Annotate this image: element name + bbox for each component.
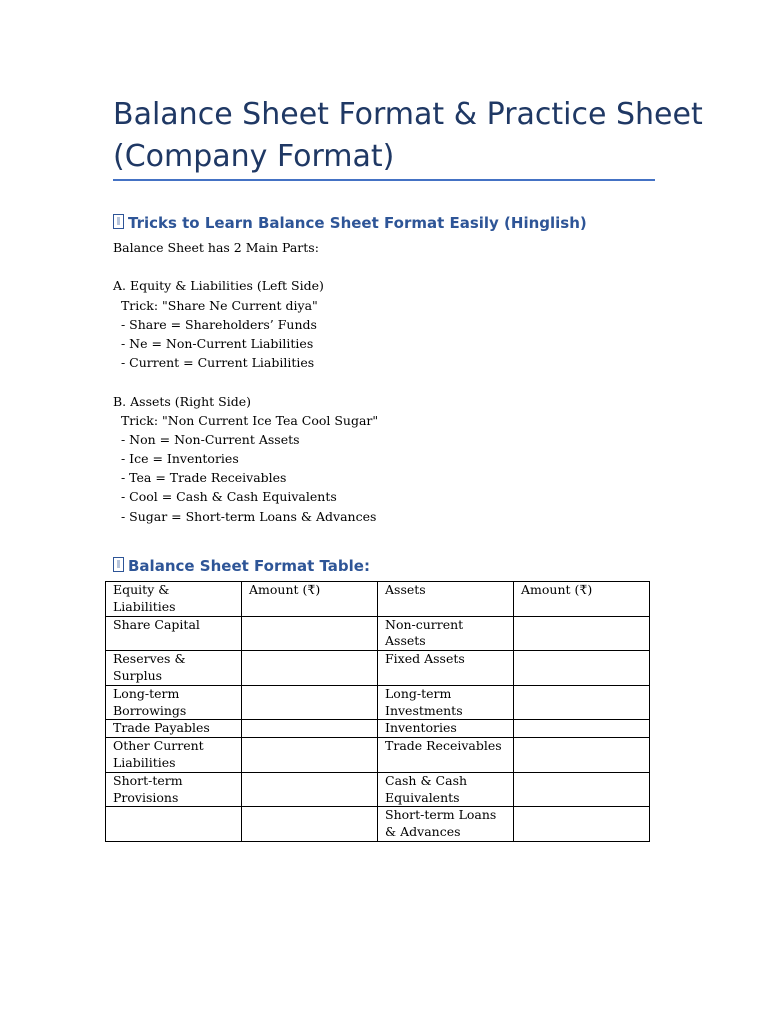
asset-cell: Non-current Assets — [378, 616, 514, 651]
header-amount-left: Amount (₹) — [242, 582, 378, 617]
table-row — [106, 738, 650, 773]
header-amount-right: Amount (₹) — [514, 582, 650, 617]
liability-amount-cell — [242, 616, 378, 651]
liability-cell — [106, 807, 242, 842]
part-b-title: B. Assets (Right Side) — [113, 393, 251, 409]
part-b-item — [113, 449, 653, 468]
asset-cell: Fixed Assets — [378, 651, 514, 686]
part-b-trick-text: Trick: "Non Current Ice Tea Cool Sugar" — [120, 412, 379, 428]
part-a-item-text: - Share = Shareholders’ Funds — [120, 316, 317, 332]
part-a-trick — [113, 296, 653, 315]
part-b-item-text: - Non = Non-Current Assets — [120, 431, 300, 447]
asset-cell: Long-term Investments — [378, 685, 514, 720]
blank-line — [113, 257, 653, 276]
asset-amount-cell — [514, 651, 650, 686]
liability-cell: Other Current Liabilities — [106, 738, 242, 773]
balance-sheet-table — [105, 581, 650, 842]
table-row — [106, 616, 650, 651]
tricks-section-heading-text: Tricks to Learn Balance Sheet Format Easily (Hinglish) — [128, 214, 587, 232]
part-b-trick — [113, 411, 653, 430]
asset-amount-cell — [514, 720, 650, 738]
asset-amount-cell — [514, 738, 650, 773]
liability-cell: Short-term Provisions — [106, 772, 242, 807]
header-assets: Assets — [378, 582, 514, 617]
liability-cell: Trade Payables — [106, 720, 242, 738]
asset-amount-cell — [514, 685, 650, 720]
asset-cell: Short-term Loans & Advances — [378, 807, 514, 842]
liability-amount-cell — [242, 651, 378, 686]
liability-cell: Share Capital — [106, 616, 242, 651]
header-equity-liabilities: Equity & Liabilities — [106, 582, 242, 617]
liability-amount-cell — [242, 685, 378, 720]
part-b-item-text: - Cool = Cash & Cash Equivalents — [120, 489, 337, 505]
part-a-item-text: - Current = Current Liabilities — [120, 355, 315, 371]
liability-amount-cell — [242, 772, 378, 807]
table-row — [106, 807, 650, 842]
missing-glyph-icon — [113, 214, 124, 229]
missing-glyph-icon — [113, 557, 124, 572]
tricks-section-heading — [113, 213, 587, 233]
liability-cell: Reserves & Surplus — [106, 651, 242, 686]
asset-amount-cell — [514, 807, 650, 842]
table-header-row — [106, 582, 650, 617]
table-section-heading — [113, 556, 370, 576]
table-row — [106, 685, 650, 720]
page-title — [113, 94, 703, 178]
blank-line — [113, 372, 653, 391]
liability-amount-cell — [242, 807, 378, 842]
part-b-item-text: - Tea = Trade Receivables — [120, 470, 287, 486]
tricks-body — [113, 238, 653, 526]
part-b-item — [113, 430, 653, 449]
part-a-item — [113, 334, 653, 353]
part-b-item — [113, 507, 653, 526]
asset-cell: Trade Receivables — [378, 738, 514, 773]
table-row — [106, 772, 650, 807]
part-a-trick-text: Trick: "Share Ne Current diya" — [120, 297, 318, 313]
part-b-item-text: - Ice = Inventories — [120, 451, 239, 467]
page-title-line-1: Balance Sheet Format & Practice Sheet — [113, 97, 703, 132]
title-underline-divider — [113, 179, 655, 181]
page-title-line-2: (Company Format) — [113, 139, 395, 174]
part-a-item-text: - Ne = Non-Current Liabilities — [120, 335, 314, 351]
liability-amount-cell — [242, 738, 378, 773]
table-section-heading-text: Balance Sheet Format Table: — [128, 557, 370, 575]
asset-cell: Inventories — [378, 720, 514, 738]
asset-amount-cell — [514, 772, 650, 807]
liability-amount-cell — [242, 720, 378, 738]
liability-cell: Long-term Borrowings — [106, 685, 242, 720]
part-b-item — [113, 468, 653, 487]
part-a-item — [113, 353, 653, 372]
asset-amount-cell — [514, 616, 650, 651]
part-b-item — [113, 487, 653, 506]
table-row — [106, 651, 650, 686]
part-b-item-text: - Sugar = Short-term Loans & Advances — [120, 508, 377, 524]
asset-cell: Cash & Cash Equivalents — [378, 772, 514, 807]
tricks-intro: Balance Sheet has 2 Main Parts: — [113, 240, 319, 255]
part-a-title: A. Equity & Liabilities (Left Side) — [113, 278, 324, 294]
table-row — [106, 720, 650, 738]
part-a-item — [113, 315, 653, 334]
